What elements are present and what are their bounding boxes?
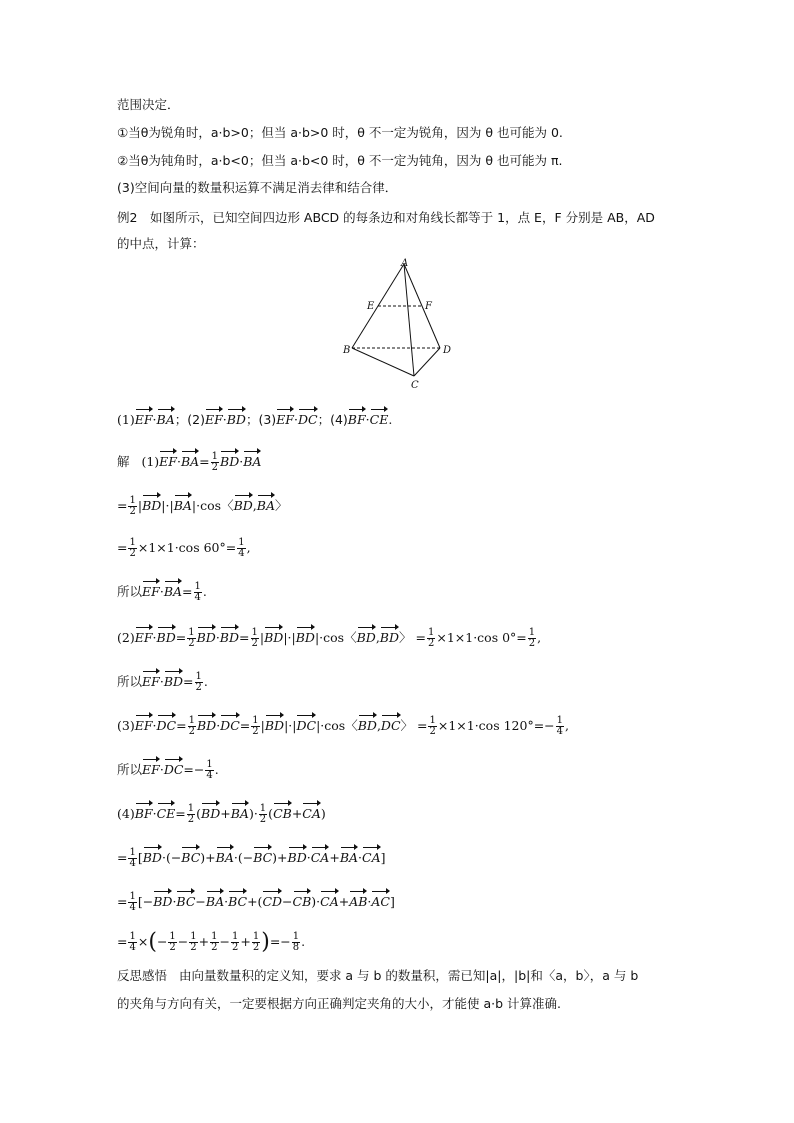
- solution-3-line-2: 所以EF·DC=− $\frac{1}{4}$ .: [117, 756, 219, 781]
- reflection-line-1: 反思感悟 由向量数量积的定义知，要求 a 与 b 的数量积，需已知|a|，|b|和〈a，b〉，a 与 b: [117, 968, 639, 983]
- solution-3-line-1: (3)EF·DC= $\frac{1}{2}$ BD·DC= $\frac{1}{2}$ |BD|·|DC|·cos〈BD,DC〉 = $\frac{1}{2}$ ×1×1·cos 120°=− $\frac{1}{4}$ ,: [117, 712, 569, 737]
- label-d: D: [443, 345, 452, 356]
- intro-line-3: ②当θ为钝角时，a·b<0；但当 a·b<0 时，θ 不一定为钝角，因为 θ 也可能为 π.: [117, 153, 563, 168]
- label-c: C: [411, 380, 419, 390]
- tetrahedron-figure: [340, 258, 460, 390]
- edge-ac: [404, 264, 414, 376]
- solution-2-line-2: 所以EF·BD= $\frac{1}{2}$ .: [117, 668, 208, 693]
- edge-cd: [414, 348, 440, 376]
- intro-line-1: 范围决定．: [117, 97, 180, 112]
- intro-line-4: (3)空间向量的数量积运算不满足消去律和结合律．: [117, 180, 398, 195]
- solution-1-line-2: = $\frac{1}{2}$ |BD|·|BA|·cos〈BD,BA〉: [117, 492, 288, 517]
- questions-line: (1)EF·BA；(2)EF·BD；(3)EF·DC；(4)BF·CE.: [117, 406, 392, 430]
- solution-4-line-2: = $\frac{1}{4}$ [BD·(−BC)+BA·(−BC)+BD·CA+BA·CA]: [117, 844, 386, 869]
- reflection-label: 反思感悟: [117, 968, 168, 983]
- solution-4-line-3: = $\frac{1}{4}$ [−BD·BC−BA·BC+(CD−CB)·CA+AB·AC]: [117, 888, 395, 913]
- label-f: F: [425, 301, 432, 312]
- label-e: E: [367, 301, 375, 312]
- solution-1-line-3: = $\frac{1}{2}$ ×1×1·cos 60°= $\frac{1}{4}$ ,: [117, 537, 251, 559]
- reflection-line-2: 的夹角与方向有关，一定要根据方向正确判定夹角的大小，才能使 a·b 计算准确.: [117, 996, 561, 1011]
- solution-1-line-1: 解 (1)EF·BA= $\frac{1}{2}$ BD·BA: [117, 448, 261, 473]
- label-a: A: [401, 258, 409, 269]
- solution-4-line-4: = $\frac{1}{4}$ ×(− $\frac{1}{2}$ − $\frac{1}{2}$ + $\frac{1}{2}$ − $\frac{1}{2}$ + $\frac{1}{2}$ )=− $\frac{1}{8}$ .: [117, 929, 306, 955]
- label-b: B: [343, 345, 351, 356]
- edge-bc: [352, 348, 414, 376]
- solution-4-line-1: (4)BF·CE= $\frac{1}{2}$ (BD+BA)· $\frac{1}{2}$ (CB+CA): [117, 800, 326, 825]
- example-line-1: 例2 如图所示，已知空间四边形 ABCD 的每条边和对角线长都等于 1，点 E，F 分别是 AB，AD: [117, 210, 655, 225]
- solution-1-line-4: 所以EF·BA= $\frac{1}{4}$ .: [117, 578, 207, 603]
- intro-line-2: ①当θ为锐角时，a·b>0；但当 a·b>0 时，θ 不一定为锐角，因为 θ 也可能为 0.: [117, 125, 563, 140]
- solution-2-line-1: (2)EF·BD= $\frac{1}{2}$ BD·BD= $\frac{1}{2}$ |BD|·|BD|·cos〈BD,BD〉 = $\frac{1}{2}$ ×1×1·cos 0°= $\frac{1}{2}$ ,: [117, 624, 541, 649]
- example-line-2: 的中点，计算：: [117, 236, 205, 251]
